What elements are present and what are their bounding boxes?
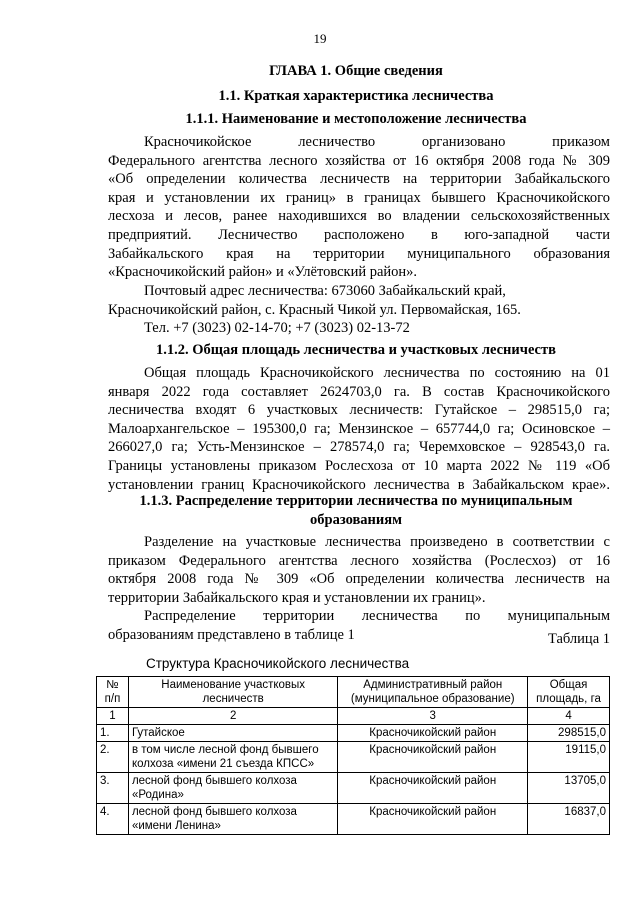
text-line: «Красночикойский район» и «Улётовский район».	[108, 264, 418, 281]
text-line: 266027,0 га; Усть-Мензинское – 278574,0 га; Черемховское – 928543,0 га.	[108, 439, 610, 456]
heading-line: образованиям	[310, 512, 402, 528]
text-line: предприятий. Лесничество расположено в юго-западной части	[108, 226, 610, 243]
header-text: №	[106, 679, 119, 691]
row-district: Красночикойский район	[338, 804, 528, 835]
column-number-row	[97, 708, 610, 725]
header-forestry-name	[128, 677, 337, 708]
paragraph-address	[108, 282, 610, 319]
text-line: лесничества входят 6 участковых лесничеств: Гутайское – 298515,0 га;	[108, 402, 610, 419]
text-line: Забайкальского края на территории муниципального образования	[108, 245, 610, 262]
table-caption: Таблица 1	[547, 631, 610, 647]
header-text: п/п	[104, 693, 121, 705]
text-line: Распределение территории лесничества по муниципальным	[144, 608, 610, 624]
row-name	[128, 742, 337, 773]
table-row	[97, 773, 610, 804]
paragraph-phone	[108, 319, 610, 338]
table-title: Структура Красночикойского лесничества	[146, 656, 410, 671]
text-line: октября 2008 года № 309 «Об определении количества лесничеств на	[108, 571, 610, 588]
row-area: 19115,0	[528, 742, 610, 773]
cell-text: «имени Ленина»	[131, 820, 221, 832]
paragraph-location	[108, 133, 610, 282]
row-district: Красночикойский район	[338, 773, 528, 804]
header-text: Общая	[549, 679, 588, 691]
row-area: 13705,0	[528, 773, 610, 804]
header-number	[97, 677, 129, 708]
table-row	[97, 804, 610, 835]
row-name	[128, 725, 337, 742]
text-line: Красночикойский район, с. Красный Чикой ул. Первомайская, 165.	[108, 301, 521, 318]
paragraph-division	[108, 533, 610, 607]
row-district: Красночикойский район	[338, 725, 528, 742]
text-line: Красночикойское лесничество организовано приказом	[144, 134, 610, 150]
header-area	[528, 677, 610, 708]
text-line: Общая площадь Красночикойского лесничества по состоянию на 01	[144, 365, 610, 381]
cell-text: лесной фонд бывшего колхоза	[131, 775, 297, 787]
header-text: Административный район	[363, 679, 503, 691]
text-line: образованиям представлено в таблице 1	[108, 626, 355, 643]
heading-line: 1.1.3. Распределение территории лесничества по муниципальным	[139, 493, 573, 509]
text-line: Тел. +7 (3023) 02-14-70; +7 (3023) 02-13-72	[144, 320, 410, 336]
text-line: Малоархангельское – 195300,0 га; Мензинское – 657744,0 га; Осиновское –	[108, 420, 610, 437]
table-row	[97, 725, 610, 742]
text-line: Границы установлены приказом Рослесхоза от 10 марта 2022 № 119 «Об	[108, 457, 610, 474]
text-line: января 2022 года составляет 2624703,0 га. В состав Красночикойского	[108, 383, 610, 400]
column-number: 4	[528, 708, 610, 725]
cell-text: колхоза «имени 21 съезда КПСС»	[131, 758, 315, 770]
row-name	[128, 773, 337, 804]
row-number: 2.	[97, 742, 129, 773]
cell-text: Гутайское	[131, 727, 185, 739]
text-line: установлении границ Красночикойского лесничества в Забайкальском крае».	[108, 476, 610, 493]
section-heading-1-1-3	[96, 492, 616, 530]
header-text: Наименование участковых	[161, 679, 306, 691]
row-number: 4.	[97, 804, 129, 835]
row-district: Красночикойский район	[338, 742, 528, 773]
row-area: 16837,0	[528, 804, 610, 835]
table-header-row	[97, 677, 610, 708]
row-number: 3.	[97, 773, 129, 804]
row-name	[128, 804, 337, 835]
section-heading-1-1: 1.1. Краткая характеристика лесничества	[218, 88, 494, 104]
chapter-title: ГЛАВА 1. Общие сведения	[269, 63, 443, 79]
text-line: лесхоза и лесов, ранее находившихся во владении сельскохозяйственных	[108, 208, 610, 225]
header-text: площадь, га	[536, 693, 601, 705]
text-line: приказом Федерального агентства лесного хозяйства (Рослесхоз) от 16	[108, 552, 610, 569]
page-number: 19	[313, 31, 327, 46]
table-row	[97, 742, 610, 773]
header-district	[338, 677, 528, 708]
paragraph-distribution	[108, 607, 610, 644]
cell-text: в том числе лесной фонд бывшего	[131, 744, 319, 756]
section-heading-1-1-2: 1.1.2. Общая площадь лесничества и участковых лесничеств	[156, 342, 556, 358]
header-text: (муниципальное образование)	[350, 693, 515, 705]
row-number: 1.	[97, 725, 129, 742]
row-area: 298515,0	[528, 725, 610, 742]
header-text: лесничеств	[202, 693, 264, 705]
column-number: 2	[128, 708, 337, 725]
text-line: Федерального агентства лесного хозяйства от 16 октября 2008 года № 309	[108, 152, 610, 169]
cell-text: лесной фонд бывшего колхоза	[131, 806, 297, 818]
structure-table	[96, 676, 610, 835]
text-line: территории Забайкальского края и установлении их границ».	[108, 589, 486, 606]
paragraph-area	[108, 364, 610, 494]
column-number: 3	[338, 708, 528, 725]
text-line: края и установлении их границ» в границах бывшего Красночикойского	[108, 189, 610, 206]
text-line: Почтовый адрес лесничества: 673060 Забайкальский край,	[144, 283, 506, 299]
column-number: 1	[97, 708, 129, 725]
cell-text: «Родина»	[131, 789, 184, 801]
text-line: «Об определении количества лесничеств на территории Забайкальского	[108, 171, 610, 188]
text-line: Разделение на участковые лесничества произведено в соответствии с	[144, 534, 610, 550]
section-heading-1-1-1: 1.1.1. Наименование и местоположение лесничества	[185, 111, 527, 127]
